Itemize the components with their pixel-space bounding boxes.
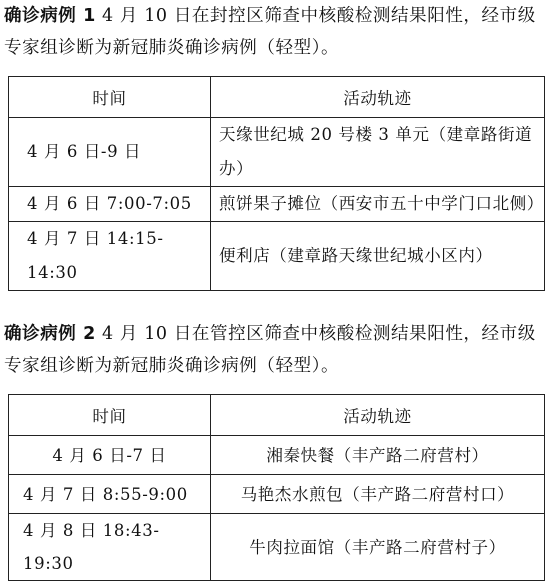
- case-2-text: 4 月 10 日在管控区筛查中核酸检测结果阳性，经市级专家组诊断为新冠肺炎确诊病例（轻型）。: [4, 324, 536, 376]
- table-row: [9, 187, 545, 222]
- time-header: 时间: [9, 77, 211, 118]
- time-cell: 4 月 8 日 18:43-19:30: [9, 514, 211, 581]
- time-header: 时间: [9, 395, 211, 436]
- time-cell: 4 月 7 日 14:15-14:30: [9, 222, 211, 291]
- table-row: [9, 118, 545, 187]
- table-row: [9, 436, 545, 475]
- activity-cell: 马艳杰水煎包（丰产路二府营村口）: [211, 475, 545, 514]
- case-2-label: 确诊病例 2: [4, 324, 96, 344]
- activity-cell: 煎饼果子摊位（西安市五十中学门口北侧）: [211, 187, 545, 222]
- activity-header: 活动轨迹: [211, 77, 545, 118]
- case-1-trail-table: [8, 76, 545, 291]
- time-cell: 4 月 6 日-9 日: [9, 118, 211, 187]
- case-1-label: 确诊病例 1: [4, 6, 96, 26]
- activity-header: 活动轨迹: [211, 395, 545, 436]
- time-cell: 4 月 7 日 8:55-9:00: [9, 475, 211, 514]
- time-cell: 4 月 6 日-7 日: [9, 436, 211, 475]
- activity-cell: 湘秦快餐（丰产路二府营村）: [211, 436, 545, 475]
- activity-cell: 便利店（建章路天缘世纪城小区内）: [211, 222, 545, 291]
- case-2-trail-table: [8, 394, 545, 581]
- case-1-text: 4 月 10 日在封控区筛查中核酸检测结果阳性，经市级专家组诊断为新冠肺炎确诊病例（轻型）。: [4, 6, 536, 58]
- activity-cell: 天缘世纪城 20 号楼 3 单元（建章路街道办）: [211, 118, 545, 187]
- activity-cell: 牛肉拉面馆（丰产路二府营村子）: [211, 514, 545, 581]
- case-1-paragraph: [4, 0, 546, 64]
- table-header-row: [9, 395, 545, 436]
- time-cell: 4 月 6 日 7:00-7:05: [9, 187, 211, 222]
- table-row: [9, 514, 545, 581]
- table-row: [9, 222, 545, 291]
- table-header-row: [9, 77, 545, 118]
- case-2-paragraph: [4, 318, 546, 382]
- table-row: [9, 475, 545, 514]
